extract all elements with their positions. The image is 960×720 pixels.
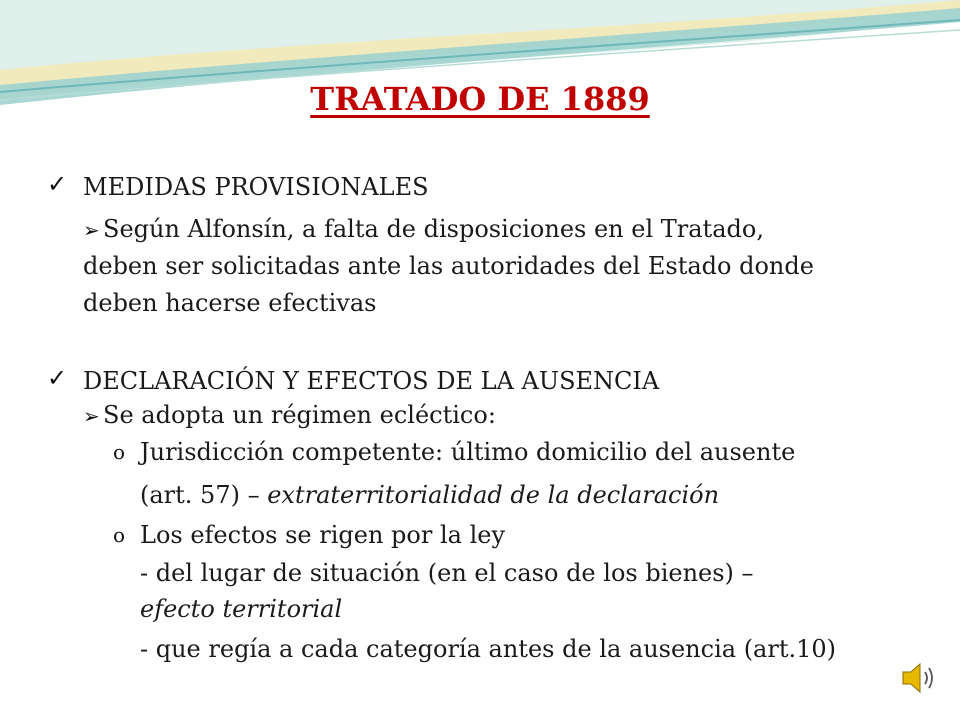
slide-title: TRATADO DE 1889 <box>310 80 650 118</box>
check-bullet-icon: ✓ <box>47 364 68 392</box>
section2-sub1-line2 <box>140 478 719 512</box>
section2-heading: DECLARACIÓN Y EFECTOS DE LA AUSENCIA <box>83 367 660 395</box>
section2-sub2-line4: - que regía a cada categoría antes de la ausencia (art.10) <box>140 635 837 663</box>
sub1-plain-text: (art. 57) – <box>140 481 268 509</box>
section1-arrow-line2: deben ser solicitadas ante las autoridades del Estado donde <box>83 252 814 280</box>
section1-arrow-line3: deben hacerse efectivas <box>83 289 377 317</box>
sub1-italic-text: extraterritorialidad de la declaración <box>267 481 720 509</box>
section2-sub1-line1: Jurisdicción competente: último domicilio del ausente <box>140 438 796 466</box>
section1-heading: MEDIDAS PROVISIONALES <box>83 173 429 201</box>
section2-sub2-line3 <box>140 592 342 626</box>
section1-arrow-line1: Según Alfonsín, a falta de disposiciones en el Tratado, <box>103 215 764 243</box>
check-bullet-icon: ✓ <box>47 170 68 198</box>
arrow-bullet-icon: ➢ <box>83 404 100 428</box>
circle-bullet-icon: o <box>113 440 126 464</box>
speaker-icon[interactable] <box>900 660 938 696</box>
circle-bullet-icon: o <box>113 523 126 547</box>
section2-arrow-line: Se adopta un régimen ecléctico: <box>103 401 496 429</box>
arrow-bullet-icon: ➢ <box>83 218 100 242</box>
section2-sub2-line1: Los efectos se rigen por la ley <box>140 521 506 549</box>
sub2-italic-text: efecto territorial <box>140 595 343 623</box>
section2-sub2-line2: - del lugar de situación (en el caso de los bienes) – <box>140 559 754 587</box>
